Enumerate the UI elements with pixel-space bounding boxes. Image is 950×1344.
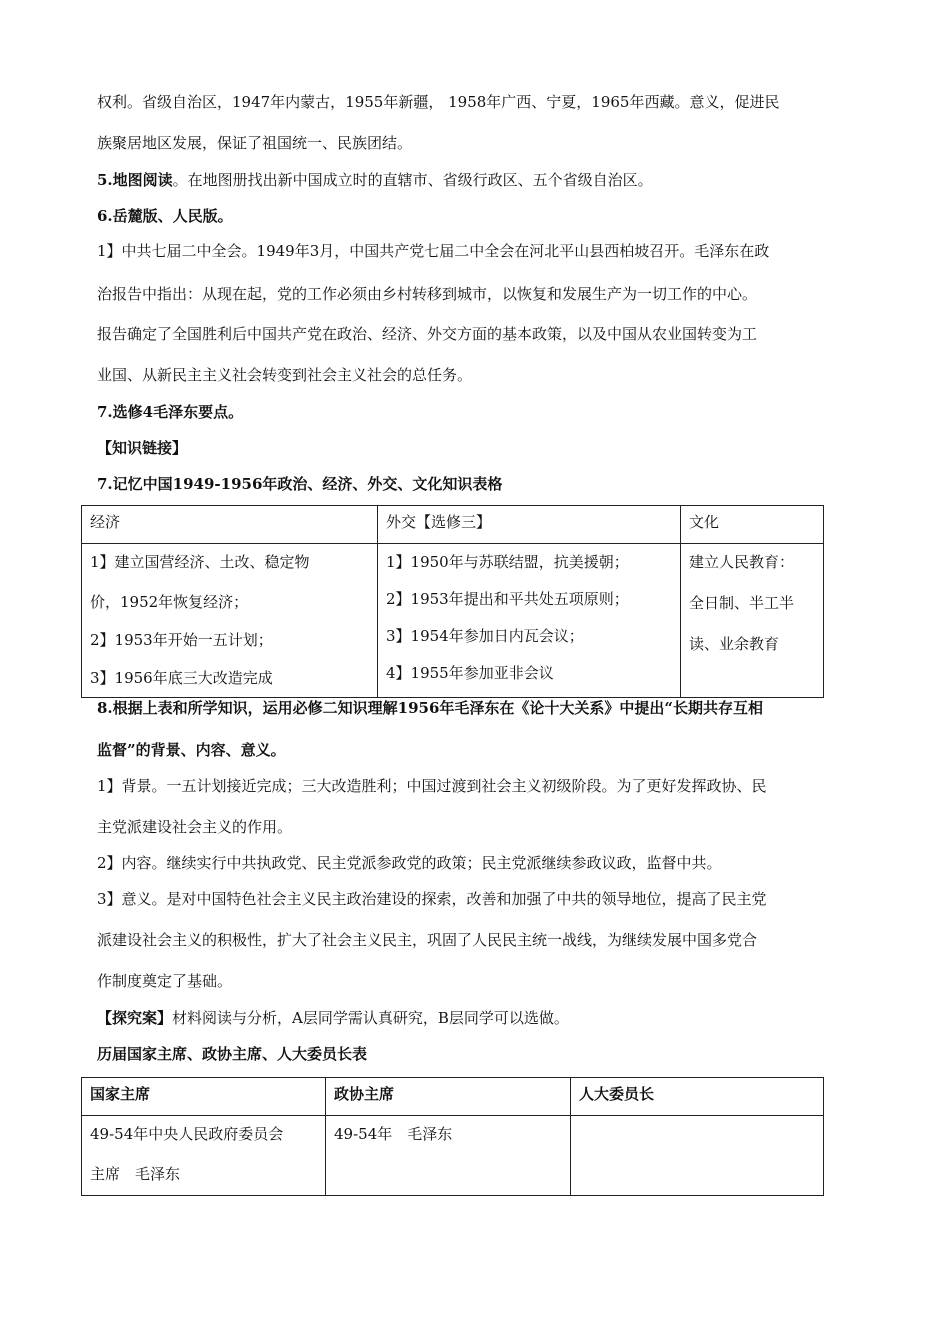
table-header-cell: 人大委员长 [571, 1078, 824, 1116]
section-5 [97, 170, 653, 190]
paragraph-line: 1】中共七届二中全会。1949年3月，中国共产党七届二中全会在河北平山县西柏坡召开。毛泽东在政 [97, 242, 770, 260]
table-header-cell: 国家主席 [82, 1078, 326, 1116]
cell-line: 49-54年 毛泽东 [334, 1125, 453, 1143]
table-cell [82, 1116, 326, 1196]
paragraph-line: 3】意义。是对中国特色社会主义民主政治建设的探索，改善和加强了中共的领导地位，提高了民主党 [97, 890, 767, 908]
cell-line: 2】1953年开始一五计划； [90, 631, 273, 649]
paragraph-text: 。在地图册找出新中国成立时的直辖市、省级行政区、五个省级自治区。 [172, 171, 653, 189]
cell-line: 49-54年中央人民政府委员会 [90, 1125, 284, 1143]
cell-line: 2】1953年提出和平共处五项原则； [386, 590, 629, 608]
table-cell [378, 544, 681, 698]
table-row [82, 1116, 824, 1196]
cell-line: 1】建立国营经济、土改、稳定物 [90, 553, 310, 571]
paragraph-line: 权利。省级自治区，1947年内蒙古，1955年新疆， 1958年广西、宁夏，1965年西藏。意义，促进民 [97, 93, 780, 111]
section-heading: 5.地图阅读 [97, 171, 173, 189]
explore-section [97, 1008, 569, 1028]
cell-line: 4】1955年参加亚非会议 [386, 664, 554, 682]
paragraph-line: 1】背景。一五计划接近完成；三大改造胜利；中国过渡到社会主义初级阶段。为了更好发挥政协、民 [97, 777, 767, 795]
section-heading: 8.根据上表和所学知识，运用必修二知识理解1956年毛泽东在《论十大关系》中提出“长期共存互相 [97, 699, 764, 717]
table-cell [82, 544, 378, 698]
section-heading: 7.记忆中国1949-1956年政治、经济、外交、文化知识表格 [97, 475, 503, 493]
knowledge-table [81, 505, 824, 698]
table-header-cell: 外交【选修三】 [378, 506, 681, 544]
paragraph-line: 治报告中指出：从现在起，党的工作必须由乡村转移到城市，以恢复和发展生产为一切工作的中心。 [97, 285, 758, 303]
cell-line: 全日制、半工半 [689, 594, 795, 612]
cell-line: 主席 毛泽东 [90, 1165, 181, 1183]
table-header-row [82, 1078, 824, 1116]
table-header-cell: 经济 [82, 506, 378, 544]
paragraph-line: 2】内容。继续实行中共执政党、民主党派参政党的政策；民主党派继续参政议政，监督中共。 [97, 854, 722, 872]
table-cell-empty [571, 1116, 824, 1196]
section-heading: 【探究案】 [97, 1009, 173, 1027]
section-heading: 7.选修4毛泽东要点。 [97, 403, 244, 421]
leaders-table [81, 1077, 824, 1196]
paragraph-line: 业国、从新民主主义社会转变到社会主义社会的总任务。 [97, 366, 473, 384]
cell-line: 读、业余教育 [689, 635, 780, 653]
cell-line: 建立人民教育： [689, 553, 795, 571]
paragraph-line: 族聚居地区发展，保证了祖国统一、民族团结。 [97, 134, 413, 152]
section-heading: 6.岳麓版、人民版。 [97, 207, 233, 225]
section-heading: 【知识链接】 [97, 439, 188, 457]
table-title: 历届国家主席、政协主席、人大委员长表 [97, 1045, 368, 1063]
table-cell [681, 544, 824, 698]
paragraph-line: 报告确定了全国胜利后中国共产党在政治、经济、外交方面的基本政策，以及中国从农业国转变为工 [97, 325, 758, 343]
paragraph-line: 派建设社会主义的积极性，扩大了社会主义民主，巩固了人民民主统一战线，为继续发展中国多党合 [97, 931, 758, 949]
cell-line: 价，1952年恢复经济； [90, 593, 249, 611]
table-cell [326, 1116, 571, 1196]
cell-line: 1】1950年与苏联结盟，抗美援朝； [386, 553, 629, 571]
section-heading: 监督”的背景、内容、意义。 [97, 741, 286, 759]
cell-line: 3】1956年底三大改造完成 [90, 669, 273, 687]
table-header-row [82, 506, 824, 544]
paragraph-line: 作制度奠定了基础。 [97, 972, 233, 990]
table-row [82, 544, 824, 698]
table-header-cell: 文化 [681, 506, 824, 544]
paragraph-text: 材料阅读与分析，A层同学需认真研究，B层同学可以选做。 [172, 1009, 569, 1027]
cell-line: 3】1954年参加日内瓦会议； [386, 627, 584, 645]
table-header-cell: 政协主席 [326, 1078, 571, 1116]
paragraph-line: 主党派建设社会主义的作用。 [97, 818, 293, 836]
